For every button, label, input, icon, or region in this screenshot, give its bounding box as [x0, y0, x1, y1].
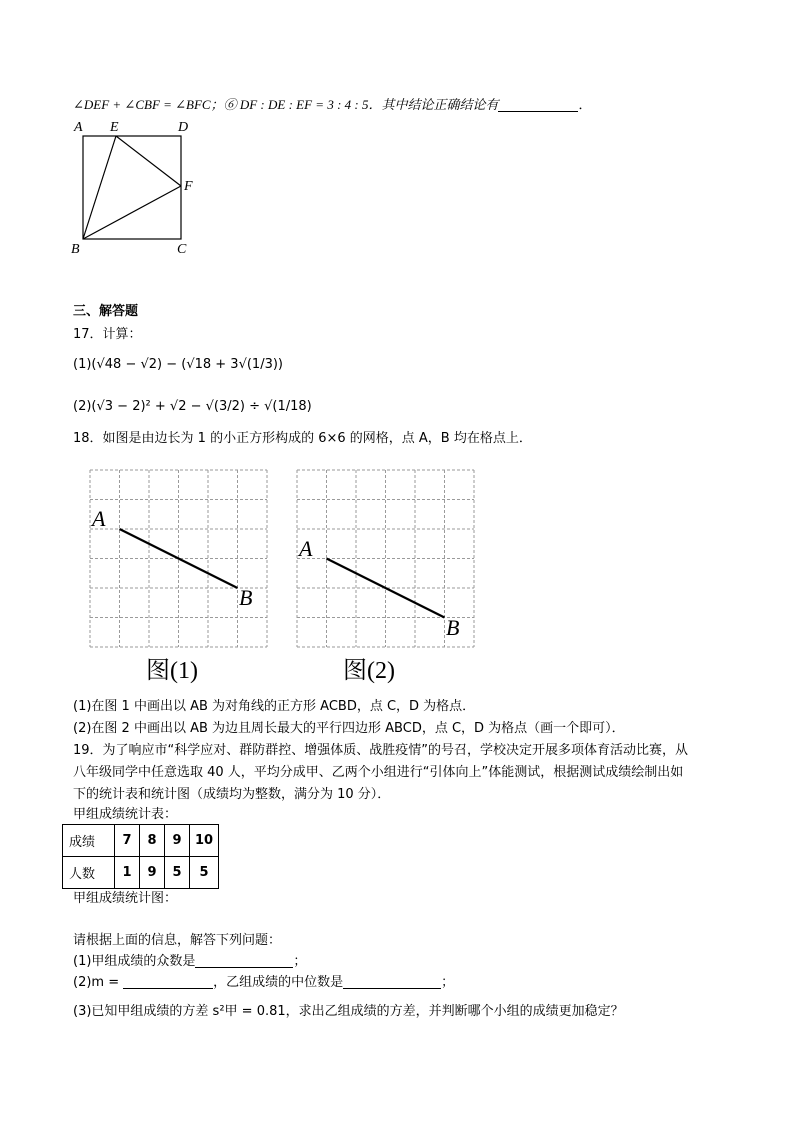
section-title: 三、解答题	[73, 304, 139, 319]
q19-part1-line	[73, 953, 306, 971]
q17-part2: (2)(√3 − 2)² + √2 − √(3/2) ÷ √(1/18)	[73, 399, 312, 414]
grid-figure-2	[293, 466, 483, 686]
q18-part1: (1)在图 1 中画出以 AB 为对角线的正方形 ACBD，点 C，D 为格点．	[73, 699, 476, 714]
q19-line1: 19．为了响应市“科学应对、群防群控、增强体质、战胜疫情”的号召，学校决定开展多项体育活动比赛，从	[73, 743, 689, 758]
q16-answer-blank	[498, 97, 578, 112]
table-cell-score: 9	[165, 825, 190, 857]
q18-part2: (2)在图 2 中画出以 AB 为边且周长最大的平行四边形 ABCD，点 C，D 为格点（画一个即可）．	[73, 721, 625, 736]
table-header-count: 人数	[63, 857, 115, 889]
label-e: E	[110, 120, 119, 135]
q19-prompt: 请根据上面的信息，解答下列问题：	[73, 933, 282, 948]
label-a: A	[74, 120, 83, 135]
q19-part2-m: (2)m =	[73, 975, 120, 990]
q19-part1-end: ；	[293, 954, 307, 969]
label-d: D	[178, 120, 189, 135]
table-cell-score: 7	[115, 825, 140, 857]
table-cell-count: 5	[190, 857, 219, 889]
q16-conclusion-line	[73, 96, 592, 115]
q17-part1: (1)(√48 − √2) − (√18 + 3√(1/3))	[73, 357, 283, 372]
q18-intro: 18．如图是由边长为 1 的小正方形构成的 6×6 的网格，点 A，B 均在格点上．	[73, 431, 532, 446]
fig1-caption: 图(1)	[146, 658, 198, 684]
table-cell-count: 1	[115, 857, 140, 889]
fig2-caption: 图(2)	[343, 658, 395, 684]
fig1-label-b: B	[239, 585, 253, 610]
chart-caption: 甲组成绩统计图：	[73, 891, 178, 906]
q19-line2: 八年级同学中任意选取 40 人，平均分成甲、乙两个小组进行“引体向上”体能测试，根据测试成绩绘制出如	[73, 765, 684, 780]
table-caption: 甲组成绩统计表：	[73, 807, 178, 822]
q19-part2-blank-median	[343, 974, 441, 989]
q19-part2-blank-m	[123, 974, 213, 989]
q19-part1: (1)甲组成绩的众数是	[73, 954, 196, 969]
segment-ef	[116, 136, 181, 186]
label-f: F	[184, 179, 193, 194]
table-cell-score: 8	[140, 825, 165, 857]
fig1-label-a: A	[92, 506, 106, 531]
q16-end: ．	[578, 98, 592, 113]
table-cell-score: 10	[190, 825, 219, 857]
fig2-label-b: B	[446, 615, 460, 640]
q19-line3: 下的统计表和统计图（成绩均为整数，满分为 10 分）．	[73, 787, 391, 802]
square-outline	[83, 136, 181, 239]
q19-part2-median: ，乙组成绩的中位数是	[213, 975, 344, 990]
label-b: B	[71, 242, 80, 257]
table-row-counts	[63, 857, 219, 889]
q19-part2-end: ；	[441, 975, 455, 990]
grid-figure-1	[86, 466, 276, 686]
q16-text: ∠DEF + ∠CBF = ∠BFC；⑥ DF : DE : EF = 3 : 4 : 5．其中结论正确结论有	[73, 97, 499, 112]
q17-intro: 17．计算：	[73, 327, 142, 342]
q19-part2-line	[73, 974, 454, 992]
table-cell-count: 9	[140, 857, 165, 889]
q19-part3: (3)已知甲组成绩的方差 s²甲 = 0.81，求出乙组成绩的方差，并判断哪个小组的成绩更加稳定？	[73, 1004, 624, 1019]
fig2-label-a: A	[299, 536, 313, 561]
square-abcd-figure	[66, 114, 206, 259]
table-cell-count: 5	[165, 857, 190, 889]
q19-part1-blank	[195, 953, 293, 968]
label-c: C	[177, 242, 187, 257]
score-table	[62, 824, 219, 889]
table-row-scores	[63, 825, 219, 857]
table-header-score: 成绩	[63, 825, 115, 857]
